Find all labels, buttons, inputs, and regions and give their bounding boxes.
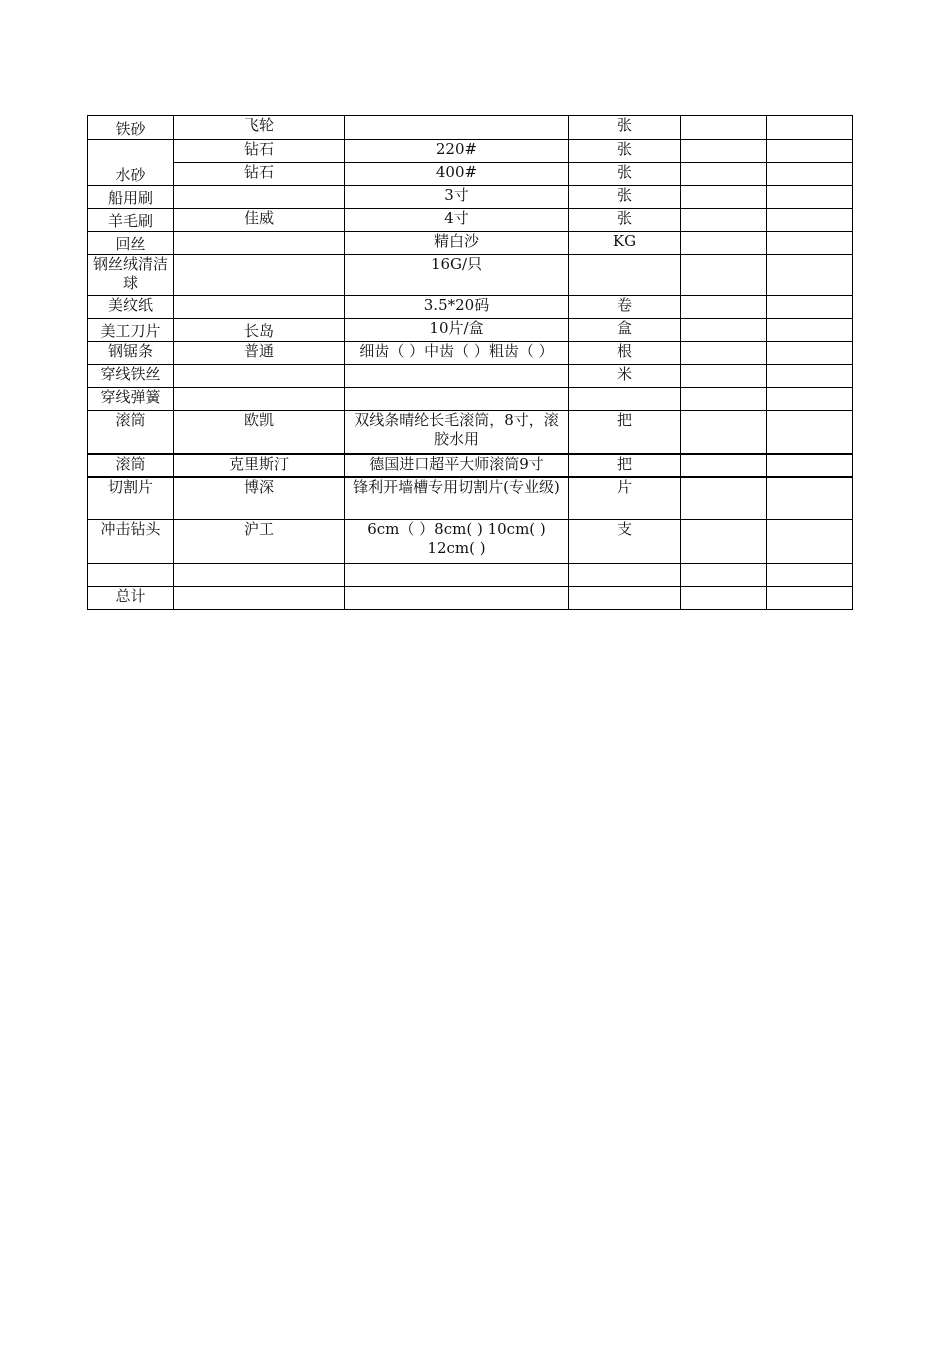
table-row [88,365,853,388]
price-cell [767,564,853,587]
item-name-cell: 钢丝绒清洁球 [88,255,174,296]
brand-cell [174,365,345,388]
spec-cell: 220# [345,140,569,163]
table-row [88,296,853,319]
table-row [88,454,853,477]
price-cell [767,186,853,209]
materials-table [87,115,853,610]
spec-cell: 16G/只 [345,255,569,296]
price-cell [767,388,853,411]
price-cell [767,319,853,342]
unit-cell [569,587,681,610]
quantity-cell [681,186,767,209]
quantity-cell [681,296,767,319]
brand-cell [174,587,345,610]
brand-cell: 钻石 [174,163,345,186]
unit-cell: 米 [569,365,681,388]
quantity-cell [681,116,767,140]
spec-cell: 400# [345,163,569,186]
quantity-cell [681,163,767,186]
brand-cell: 博深 [174,477,345,520]
total-label: 总计 [88,587,174,610]
price-cell [767,454,853,477]
brand-cell: 欧凯 [174,411,345,454]
table-row [88,477,853,520]
unit-cell: 支 [569,520,681,564]
item-name-cell [88,564,174,587]
brand-cell: 沪工 [174,520,345,564]
item-name-cell: 冲击钻头 [88,520,174,564]
price-cell [767,163,853,186]
price-cell [767,587,853,610]
price-cell [767,255,853,296]
price-cell [767,140,853,163]
table-row [88,520,853,564]
item-name-cell: 铁砂 [88,116,174,140]
quantity-cell [681,454,767,477]
item-name-cell: 回丝 [88,232,174,255]
unit-cell [569,564,681,587]
brand-cell: 普通 [174,342,345,365]
spec-cell [345,116,569,140]
spec-cell: 锋利开墙槽专用切割片(专业级) [345,477,569,520]
spec-cell: 3寸 [345,186,569,209]
spec-cell: 4寸 [345,209,569,232]
unit-cell: 把 [569,454,681,477]
brand-cell: 长岛 [174,319,345,342]
item-name-cell: 美工刀片 [88,319,174,342]
unit-cell: 张 [569,163,681,186]
item-name-cell: 穿线弹簧 [88,388,174,411]
total-row [88,587,853,610]
table-row [88,342,853,365]
table-row [88,319,853,342]
brand-cell: 钻石 [174,140,345,163]
price-cell [767,209,853,232]
unit-cell: KG [569,232,681,255]
unit-cell: 张 [569,209,681,232]
unit-cell: 卷 [569,296,681,319]
quantity-cell [681,411,767,454]
quantity-cell [681,209,767,232]
spec-cell: 6cm（ ）8cm( ) 10cm( ) 12cm( ) [345,520,569,564]
item-name-cell: 船用刷 [88,186,174,209]
table-row [88,388,853,411]
brand-cell: 飞轮 [174,116,345,140]
unit-cell: 盒 [569,319,681,342]
brand-cell [174,296,345,319]
spec-cell [345,365,569,388]
item-name-cell: 穿线铁丝 [88,365,174,388]
price-cell [767,232,853,255]
unit-cell: 张 [569,140,681,163]
quantity-cell [681,388,767,411]
brand-cell [174,255,345,296]
quantity-cell [681,587,767,610]
table-row [88,411,853,454]
price-cell [767,342,853,365]
price-cell [767,296,853,319]
spec-cell: 10片/盒 [345,319,569,342]
item-name-cell: 滚筒 [88,454,174,477]
table-row [88,255,853,296]
quantity-cell [681,140,767,163]
quantity-cell [681,365,767,388]
item-name-cell: 钢锯条 [88,342,174,365]
spec-cell: 3.5*20码 [345,296,569,319]
spec-cell: 双线条晴纶长毛滚筒，8寸，滚胶水用 [345,411,569,454]
table-row [88,232,853,255]
quantity-cell [681,342,767,365]
item-name-cell: 滚筒 [88,411,174,454]
brand-cell [174,186,345,209]
price-cell [767,520,853,564]
quantity-cell [681,520,767,564]
quantity-cell [681,255,767,296]
quantity-cell [681,564,767,587]
price-cell [767,411,853,454]
brand-cell [174,388,345,411]
unit-cell: 张 [569,116,681,140]
quantity-cell [681,477,767,520]
brand-cell: 克里斯汀 [174,454,345,477]
price-cell [767,365,853,388]
brand-cell: 佳威 [174,209,345,232]
table-row [88,163,853,186]
price-cell [767,477,853,520]
spec-cell: 细齿（ ）中齿（ ）粗齿（ ） [345,342,569,365]
table-row [88,209,853,232]
unit-cell [569,388,681,411]
spec-cell [345,587,569,610]
item-name-cell: 美纹纸 [88,296,174,319]
table-row [88,140,853,163]
table-row [88,564,853,587]
brand-cell [174,564,345,587]
quantity-cell [681,319,767,342]
spec-cell: 精白沙 [345,232,569,255]
brand-cell [174,232,345,255]
spec-cell [345,564,569,587]
table-row [88,116,853,140]
spec-cell: 德国进口超平大师滚筒9寸 [345,454,569,477]
item-name-cell: 切割片 [88,477,174,520]
price-cell [767,116,853,140]
item-name-cell: 羊毛刷 [88,209,174,232]
quantity-cell [681,232,767,255]
unit-cell: 张 [569,186,681,209]
unit-cell [569,255,681,296]
unit-cell: 片 [569,477,681,520]
table-row [88,186,853,209]
unit-cell: 根 [569,342,681,365]
spec-cell [345,388,569,411]
item-name-cell: 水砂 [88,140,174,186]
unit-cell: 把 [569,411,681,454]
